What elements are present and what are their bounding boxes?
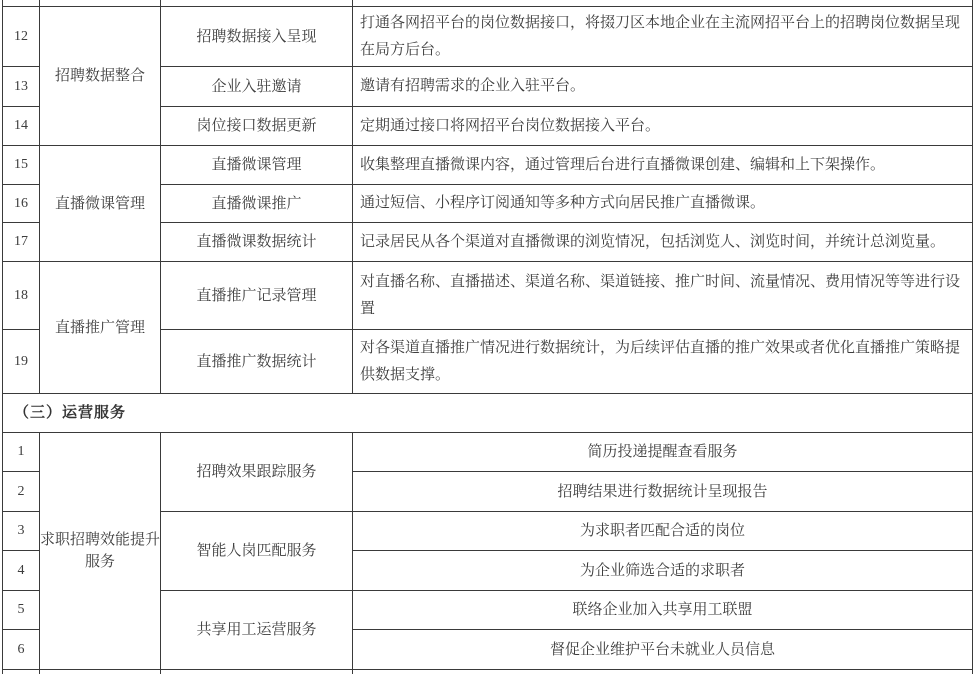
partial-bottom-cell bbox=[353, 670, 973, 674]
description-cell: 邀请有招聘需求的企业入驻平台。 bbox=[353, 67, 973, 107]
row-number-cell: 18 bbox=[3, 262, 40, 330]
item-cell: 直播推广数据统计 bbox=[161, 330, 353, 394]
row-number-cell: 4 bbox=[3, 551, 40, 591]
description-cell: 为企业筛选合适的求职者 bbox=[353, 551, 973, 591]
item-cell: 直播推广记录管理 bbox=[161, 262, 353, 330]
section-header-operations: （三）运营服务 bbox=[3, 394, 973, 433]
category-cell-live-promo: 直播推广管理 bbox=[40, 262, 161, 394]
description-cell: 招聘结果进行数据统计呈现报告 bbox=[353, 472, 973, 512]
row-number-cell: 14 bbox=[3, 107, 40, 146]
row-number-cell: 17 bbox=[3, 223, 40, 262]
row-number-cell: 19 bbox=[3, 330, 40, 394]
description-cell: 为求职者匹配合适的岗位 bbox=[353, 512, 973, 551]
partial-bottom-cell bbox=[161, 670, 353, 674]
item-cell: 直播微课管理 bbox=[161, 146, 353, 185]
description-cell: 对直播名称、直播描述、渠道名称、渠道链接、推广时间、流量情况、费用情况等等进行设置 bbox=[353, 262, 973, 330]
row-number-cell: 12 bbox=[3, 7, 40, 67]
partial-top-cell bbox=[3, 0, 40, 7]
row-number-cell: 15 bbox=[3, 146, 40, 185]
item-cell: 直播微课推广 bbox=[161, 185, 353, 223]
row-number-cell: 1 bbox=[3, 433, 40, 472]
category-cell-job-efficiency: 求职招聘效能提升服务 bbox=[40, 433, 161, 670]
description-cell: 定期通过接口将网招平台岗位数据接入平台。 bbox=[353, 107, 973, 146]
item-cell: 企业入驻邀请 bbox=[161, 67, 353, 107]
item-cell: 招聘数据接入呈现 bbox=[161, 7, 353, 67]
description-cell: 对各渠道直播推广情况进行数据统计，为后续评估直播的推广效果或者优化直播推广策略提供数据支撑。 bbox=[353, 330, 973, 394]
category-cell-recruit-data: 招聘数据整合 bbox=[40, 7, 161, 146]
row-number-cell: 16 bbox=[3, 185, 40, 223]
item-cell-shared-labor: 共享用工运营服务 bbox=[161, 591, 353, 670]
description-cell: 通过短信、小程序订阅通知等多种方式向居民推广直播微课。 bbox=[353, 185, 973, 223]
partial-top-cell bbox=[40, 0, 161, 7]
partial-bottom-cell bbox=[3, 670, 40, 674]
partial-bottom-cell bbox=[40, 670, 161, 674]
partial-top-cell bbox=[353, 0, 973, 7]
description-cell: 简历投递提醒查看服务 bbox=[353, 433, 973, 472]
description-cell: 记录居民从各个渠道对直播微课的浏览情况，包括浏览人、浏览时间，并统计总浏览量。 bbox=[353, 223, 973, 262]
service-catalog-table bbox=[2, 0, 973, 674]
category-cell-live-course: 直播微课管理 bbox=[40, 146, 161, 262]
description-cell: 督促企业维护平台未就业人员信息 bbox=[353, 630, 973, 670]
row-number-cell: 13 bbox=[3, 67, 40, 107]
description-cell: 收集整理直播微课内容，通过管理后台进行直播微课创建、编辑和上下架操作。 bbox=[353, 146, 973, 185]
partial-top-cell bbox=[161, 0, 353, 7]
description-cell: 联络企业加入共享用工联盟 bbox=[353, 591, 973, 630]
row-number-cell: 2 bbox=[3, 472, 40, 512]
item-cell: 直播微课数据统计 bbox=[161, 223, 353, 262]
item-cell-recruit-tracking: 招聘效果跟踪服务 bbox=[161, 433, 353, 512]
row-number-cell: 3 bbox=[3, 512, 40, 551]
item-cell: 岗位接口数据更新 bbox=[161, 107, 353, 146]
row-number-cell: 6 bbox=[3, 630, 40, 670]
row-number-cell: 5 bbox=[3, 591, 40, 630]
item-cell-smart-matching: 智能人岗匹配服务 bbox=[161, 512, 353, 591]
description-cell: 打通各网招平台的岗位数据接口，将掇刀区本地企业在主流网招平台上的招聘岗位数据呈现在局方后台。 bbox=[353, 7, 973, 67]
